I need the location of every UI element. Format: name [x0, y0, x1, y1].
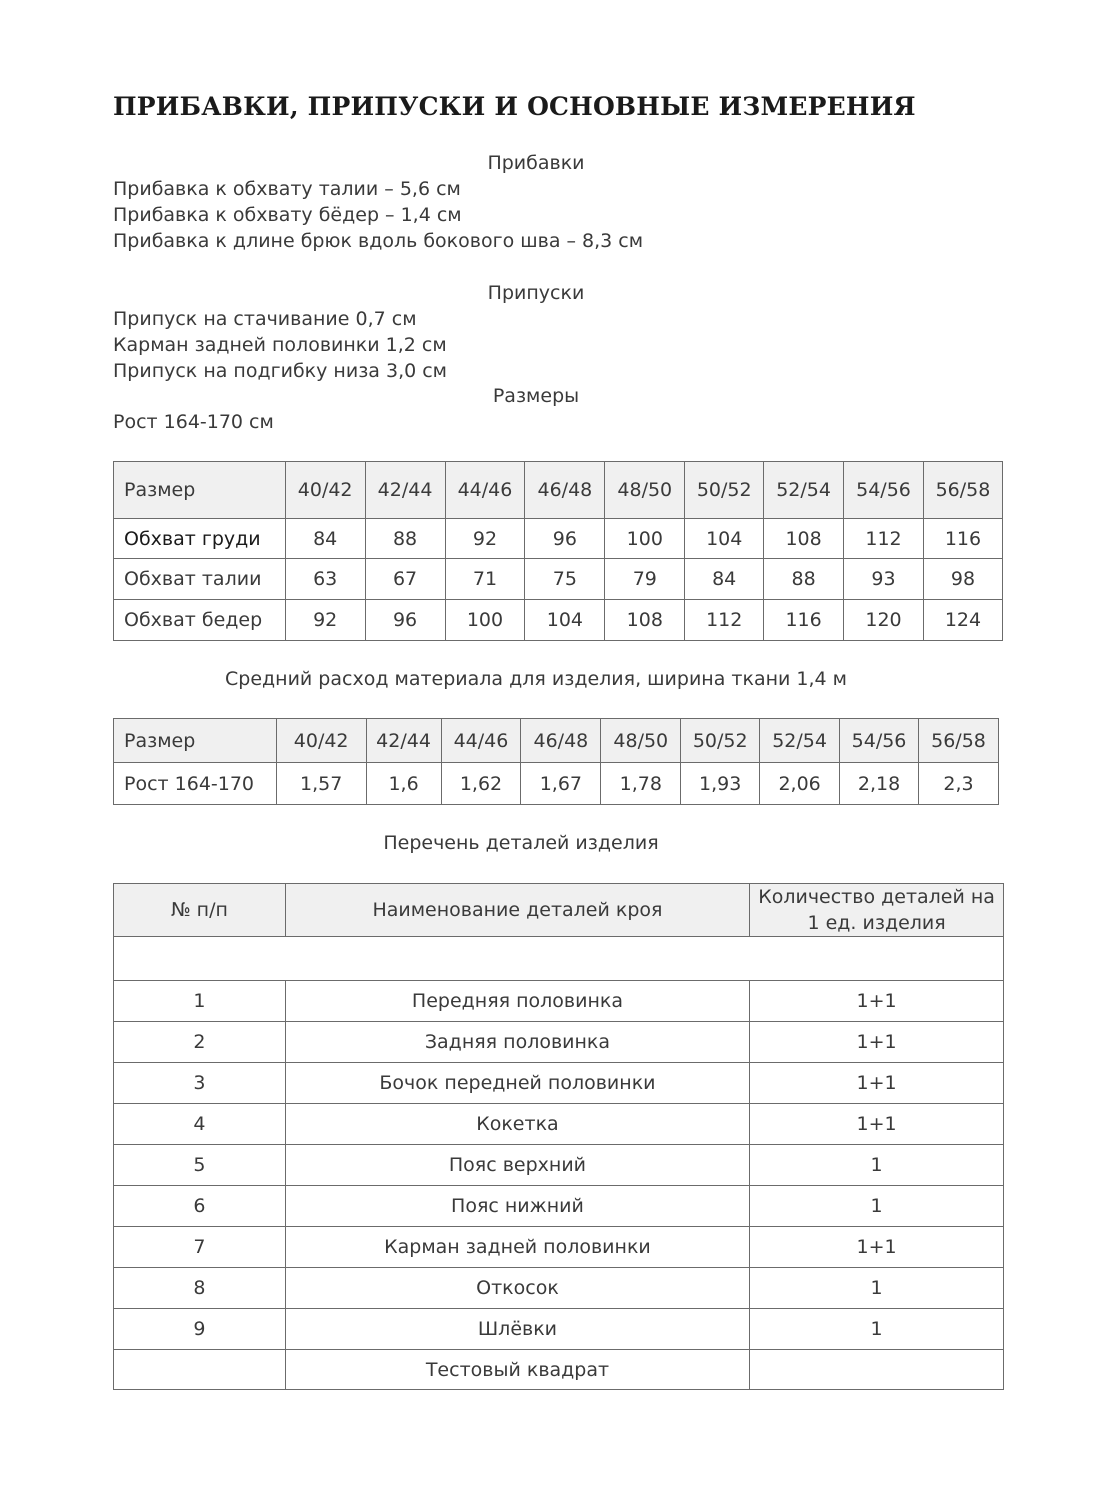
part-number: 1 [114, 981, 286, 1022]
part-number [114, 1350, 286, 1390]
header-cell: 56/58 [923, 462, 1002, 519]
allowances-heading: Прибавки [487, 152, 585, 174]
table-row [114, 1104, 1004, 1145]
part-name: Пояс нижний [285, 1186, 749, 1227]
table-cell: 112 [844, 519, 924, 559]
part-quantity: 1+1 [750, 1227, 1004, 1268]
part-quantity: 1+1 [750, 1063, 1004, 1104]
seam-allowance-line: Припуск на подгибку низа 3,0 см [113, 360, 448, 382]
table-cell: 88 [365, 519, 445, 559]
table-cell: 104 [685, 519, 764, 559]
row-label: Обхват талии [114, 559, 286, 600]
table-cell: 96 [365, 600, 445, 641]
part-quantity: 1+1 [750, 981, 1004, 1022]
seam-allowance-line: Припуск на стачивание 0,7 см [113, 308, 417, 330]
table-cell: 2,3 [918, 763, 998, 805]
table-cell: 124 [923, 600, 1002, 641]
table-cell: 71 [445, 559, 525, 600]
table-cell: 1,62 [441, 763, 521, 805]
table-cell: 108 [764, 519, 844, 559]
part-number: 4 [114, 1104, 286, 1145]
table-cell: 98 [923, 559, 1002, 600]
table-cell: 104 [525, 600, 605, 641]
part-quantity: 1 [750, 1145, 1004, 1186]
part-number: 3 [114, 1063, 286, 1104]
table-cell: 84 [685, 559, 764, 600]
header-cell: 42/44 [365, 462, 445, 519]
part-name: Задняя половинка [285, 1022, 749, 1063]
table-row [114, 1145, 1004, 1186]
header-cell: 40/42 [285, 462, 365, 519]
row-label: Обхват груди [114, 519, 286, 559]
table-cell: 79 [605, 559, 685, 600]
part-number: 7 [114, 1227, 286, 1268]
header-cell: 56/58 [918, 719, 998, 763]
part-name: Бочок передней половинки [285, 1063, 749, 1104]
table-cell: 63 [285, 559, 365, 600]
part-number: 5 [114, 1145, 286, 1186]
table-row [114, 1186, 1004, 1227]
header-cell: Наименование деталей кроя [285, 884, 749, 937]
table-row [114, 763, 999, 805]
table-cell: 116 [923, 519, 1002, 559]
part-name: Пояс верхний [285, 1145, 749, 1186]
table-cell: 1,6 [366, 763, 441, 805]
parts-table [113, 883, 1004, 1390]
table-cell: 88 [764, 559, 844, 600]
allowance-line: Прибавка к обхвату бёдер – 1,4 см [113, 204, 462, 226]
row-label: Рост 164-170 [114, 763, 277, 805]
part-quantity: 1 [750, 1309, 1004, 1350]
part-number: 9 [114, 1309, 286, 1350]
header-cell: 46/48 [521, 719, 601, 763]
table-cell: 120 [844, 600, 924, 641]
part-number: 2 [114, 1022, 286, 1063]
header-cell: 44/46 [441, 719, 521, 763]
table-cell: 1,93 [681, 763, 760, 805]
part-quantity [750, 1350, 1004, 1390]
table-cell: 108 [605, 600, 685, 641]
table-row [114, 519, 1003, 559]
consumption-table [113, 718, 999, 805]
part-quantity: 1+1 [750, 1104, 1004, 1145]
table-cell: 100 [445, 600, 525, 641]
table-cell: 116 [764, 600, 844, 641]
part-name: Тестовый квадрат [285, 1350, 749, 1390]
header-cell: 54/56 [844, 462, 924, 519]
table-row [114, 1022, 1004, 1063]
table-cell: 84 [285, 519, 365, 559]
table-row [114, 559, 1003, 600]
table-cell: 92 [285, 600, 365, 641]
part-quantity: 1 [750, 1186, 1004, 1227]
header-cell: 54/56 [840, 719, 919, 763]
header-cell: 40/42 [276, 719, 366, 763]
header-cell: 46/48 [525, 462, 605, 519]
page-title: ПРИБАВКИ, ПРИПУСКИ И ОСНОВНЫЕ ИЗМЕРЕНИЯ [113, 92, 916, 121]
header-cell: 48/50 [601, 719, 681, 763]
table-cell: 67 [365, 559, 445, 600]
header-cell: Количество деталей на 1 ед. изделия [750, 884, 1004, 937]
row-label: Обхват бедер [114, 600, 286, 641]
table-row [114, 1227, 1004, 1268]
table-row [114, 600, 1003, 641]
header-cell: 52/54 [760, 719, 840, 763]
part-name: Шлёвки [285, 1309, 749, 1350]
part-name: Кокетка [285, 1104, 749, 1145]
part-name: Откосок [285, 1268, 749, 1309]
header-cell: Размер [114, 462, 286, 519]
table-cell: 2,06 [760, 763, 840, 805]
table-cell: 96 [525, 519, 605, 559]
table-row [114, 1309, 1004, 1350]
allowance-line: Прибавка к длине брюк вдоль бокового шва – 8,3 см [113, 230, 644, 252]
part-name: Передняя половинка [285, 981, 749, 1022]
parts-header-row [114, 884, 1004, 937]
header-cell: 44/46 [445, 462, 525, 519]
table-cell: 112 [685, 600, 764, 641]
table-row [114, 1268, 1004, 1309]
table-cell: 2,18 [840, 763, 919, 805]
header-cell: 50/52 [681, 719, 760, 763]
part-number: 6 [114, 1186, 286, 1227]
seam-allowances-heading: Припуски [487, 282, 585, 304]
sizes-header-row [114, 462, 1003, 519]
empty-cell [114, 937, 1004, 981]
sizes-table [113, 461, 1003, 641]
header-cell: Размер [114, 719, 277, 763]
height-line: Рост 164-170 см [113, 411, 274, 433]
allowance-line: Прибавка к обхвату талии – 5,6 см [113, 178, 461, 200]
header-cell: 48/50 [605, 462, 685, 519]
seam-allowance-line: Карман задней половинки 1,2 см [113, 334, 447, 356]
sizes-heading: Размеры [492, 385, 580, 407]
part-name: Карман задней половинки [285, 1227, 749, 1268]
consumption-header-row [114, 719, 999, 763]
table-row [114, 1350, 1004, 1390]
table-cell: 75 [525, 559, 605, 600]
parts-heading: Перечень деталей изделия [383, 832, 659, 854]
table-cell: 93 [844, 559, 924, 600]
table-cell: 1,57 [276, 763, 366, 805]
header-cell: 52/54 [764, 462, 844, 519]
part-quantity: 1+1 [750, 1022, 1004, 1063]
table-row [114, 1063, 1004, 1104]
consumption-heading: Средний расход материала для изделия, ширина ткани 1,4 м [225, 668, 847, 690]
header-cell: 42/44 [366, 719, 441, 763]
table-row [114, 981, 1004, 1022]
part-quantity: 1 [750, 1268, 1004, 1309]
part-number: 8 [114, 1268, 286, 1309]
table-cell: 1,67 [521, 763, 601, 805]
header-cell: № п/п [114, 884, 286, 937]
empty-row [114, 937, 1004, 981]
table-cell: 92 [445, 519, 525, 559]
table-cell: 1,78 [601, 763, 681, 805]
header-cell: 50/52 [685, 462, 764, 519]
table-cell: 100 [605, 519, 685, 559]
